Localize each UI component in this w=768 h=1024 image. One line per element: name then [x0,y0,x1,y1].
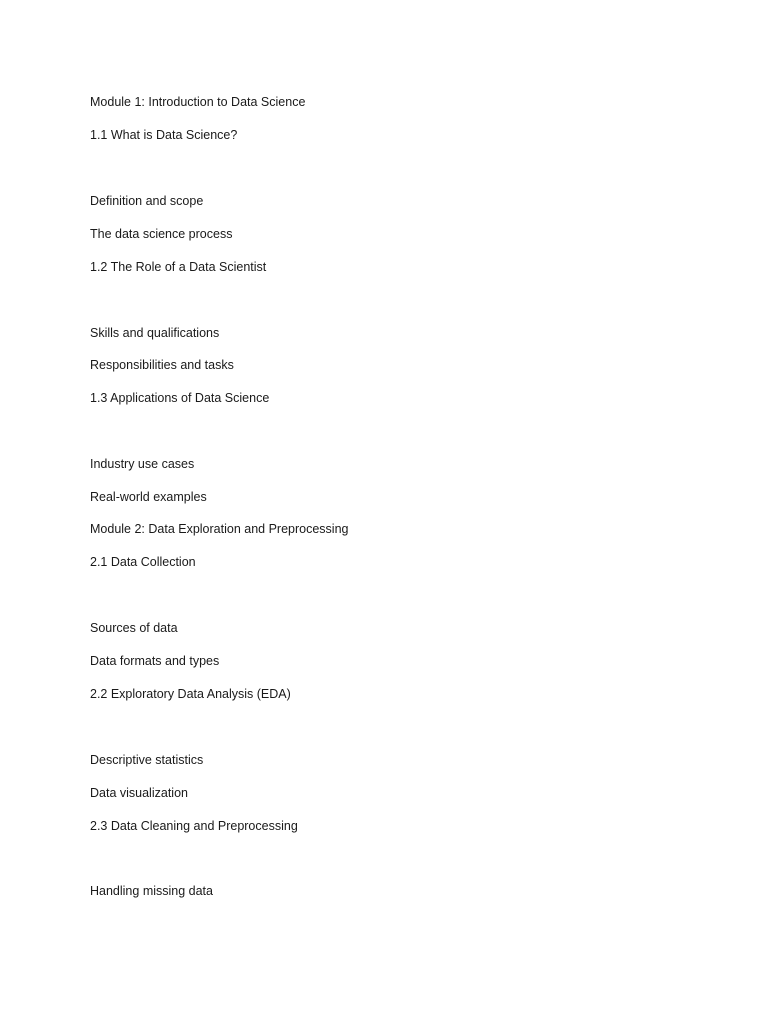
item-skills-qualifications: Skills and qualifications [90,326,220,340]
item-responsibilities-tasks: Responsibilities and tasks [90,358,234,372]
section-1-3-heading: 1.3 Applications of Data Science [90,391,270,405]
item-data-science-process: The data science process [90,227,233,241]
section-1-2-heading: 1.2 The Role of a Data Scientist [90,260,267,274]
item-data-formats-types: Data formats and types [90,654,220,668]
item-industry-use-cases: Industry use cases [90,457,195,471]
item-definition-scope: Definition and scope [90,194,204,208]
item-real-world-examples: Real-world examples [90,490,207,504]
module-1-heading: Module 1: Introduction to Data Science [90,95,306,109]
section-2-1-heading: 2.1 Data Collection [90,555,196,569]
section-2-3-heading: 2.3 Data Cleaning and Preprocessing [90,819,298,833]
section-2-2-heading: 2.2 Exploratory Data Analysis (EDA) [90,687,291,701]
item-descriptive-statistics: Descriptive statistics [90,753,204,767]
item-sources-of-data: Sources of data [90,621,178,635]
section-1-1-heading: 1.1 What is Data Science? [90,128,238,142]
item-data-visualization: Data visualization [90,786,188,800]
item-handling-missing-data: Handling missing data [90,884,213,898]
module-2-heading: Module 2: Data Exploration and Preprocessing [90,522,349,536]
